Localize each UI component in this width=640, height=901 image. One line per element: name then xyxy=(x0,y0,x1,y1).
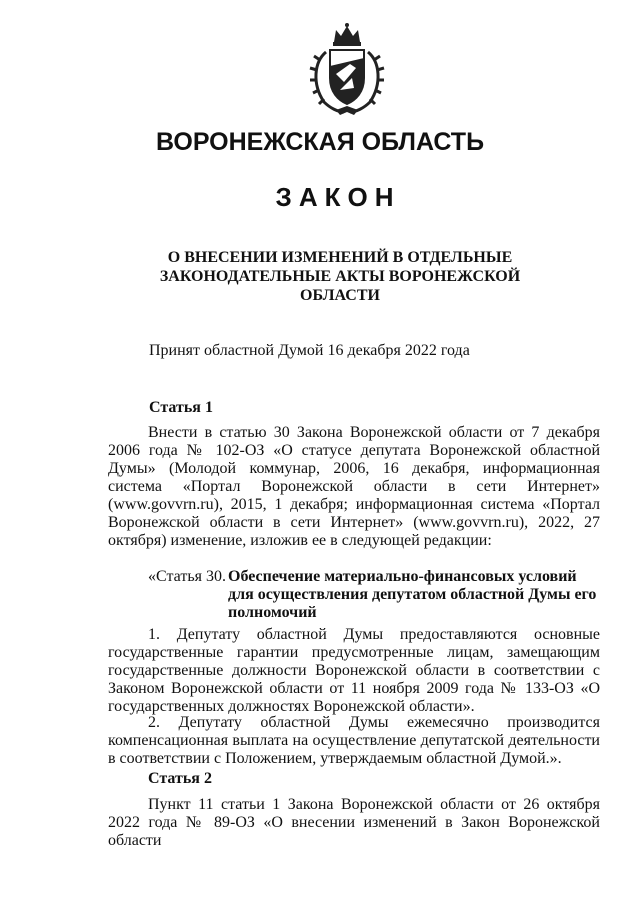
article-30-paragraph-1: 1. Депутату областной Думы предоставляются основные государственные гарантии предусмотренные лицам, замещающим государственные должности Воронежской области в соответствии с Законом Воронежской области от 11 ноября 2009 года № 133-ОЗ «О государственных должностях Воронежской области». xyxy=(108,626,600,715)
title-line: ЗАКОНОДАТЕЛЬНЫЕ АКТЫ ВОРОНЕЖСКОЙ xyxy=(159,268,521,285)
region-name: ВОРОНЕЖСКАЯ ОБЛАСТЬ xyxy=(155,128,485,156)
adoption-date: Принят областной Думой 16 декабря 2022 года xyxy=(149,342,470,359)
document-title xyxy=(150,248,530,305)
coat-of-arms-emblem xyxy=(306,22,388,116)
article-30-paragraph-2: 2. Депутату областной Думы ежемесячно производится компенсационная выплата на осуществление депутатской деятельности в соответствии с Положением, утверждаемым областной Думой.». xyxy=(108,714,600,767)
amended-article-30 xyxy=(148,568,600,622)
title-line: О ВНЕСЕНИИ ИЗМЕНЕНИЙ В ОТДЕЛЬНЫЕ xyxy=(167,249,513,266)
article-30-title: Обеспечение материально-финансовых условий для осуществления депутатом областной Думы его полномочий xyxy=(228,568,597,621)
article-30-label: «Статья 30. xyxy=(148,568,226,585)
article-1-text: Внести в статью 30 Закона Воронежской области от 7 декабря 2006 года № 102-ОЗ «О статусе депутата Воронежской областной Думы» (Молодой коммунар, 2006, 16 декабря, информационная система «Портал Воронежской области в сети Интернет» (www.govvrn.ru), 2015, 1 декабря; информационная система «Портал Воронежской области в сети Интернет» (www.govvrn.ru), 2022, 27 октября) изменение, изложив ее в следующей редакции: xyxy=(108,424,600,549)
article-2-heading: Статья 2 xyxy=(148,770,212,787)
article-2-text: Пункт 11 статьи 1 Закона Воронежской области от 26 октября 2022 года № 89-ОЗ «О внесении изменений в Закон Воронежской области xyxy=(108,796,600,849)
document-type: ЗАКОН xyxy=(275,182,401,212)
title-line: ОБЛАСТИ xyxy=(300,287,380,304)
article-1-heading: Статья 1 xyxy=(149,399,213,416)
